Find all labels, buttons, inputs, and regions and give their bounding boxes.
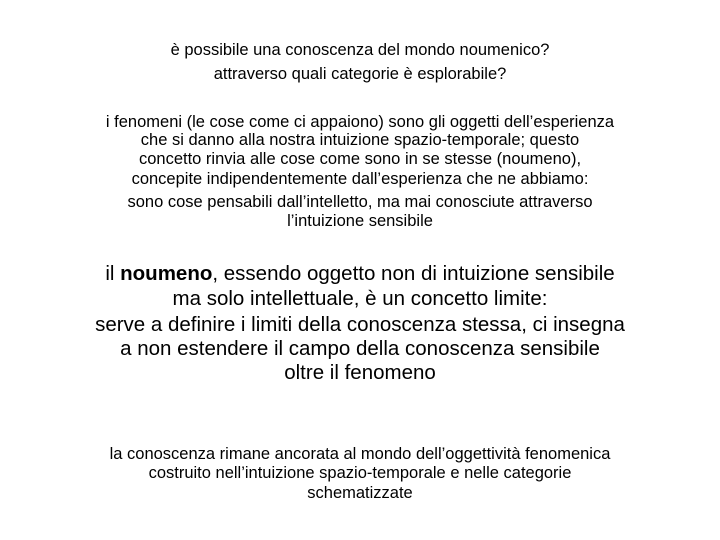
- paragraph1-line-3: concetto rinvia alle cose come sono in se stesse (noumeno),: [138, 150, 582, 168]
- paragraph1-line-4: concepite indipendentemente dall’esperienza che ne abbiamo:: [131, 170, 589, 188]
- question-line-2: attraverso quali categorie è esplorabile?: [213, 65, 507, 83]
- paragraph3-line-2: costruito nell’intuizione spazio-temporale e nelle categorie: [148, 464, 572, 482]
- paragraph1-line-2: che si danno alla nostra intuizione spazio-temporale; questo: [140, 131, 580, 149]
- paragraph1-line-5: sono cose pensabili dall’intelletto, ma mai conosciute attraverso: [127, 193, 593, 211]
- paragraph1-line-6: l’intuizione sensibile: [287, 212, 433, 230]
- paragraph2-line-1: [0, 262, 720, 285]
- paragraph3-line-3: schematizzate: [307, 484, 413, 502]
- paragraph1-line-1: i fenomeni (le cose come ci appaiono) sono gli oggetti dell’esperienza: [105, 113, 615, 131]
- question-line-1: è possibile una conoscenza del mondo noumenico?: [170, 41, 550, 59]
- paragraph2-prefix: il: [105, 262, 121, 285]
- paragraph2-line-4: a non estendere il campo della conoscenza sensibile: [120, 337, 600, 360]
- paragraph2-suffix: , essendo oggetto non di intuizione sensibile: [212, 262, 615, 285]
- paragraph3-line-1: la conoscenza rimane ancorata al mondo dell’oggettività fenomenica: [109, 445, 611, 463]
- paragraph2-line-5: oltre il fenomeno: [284, 361, 436, 384]
- paragraph2-line-3: serve a definire i limiti della conoscenza stessa, ci insegna: [95, 313, 625, 336]
- noumeno-term: noumeno: [120, 262, 213, 285]
- paragraph2-line-2: ma solo intellettuale, è un concetto limite:: [172, 287, 548, 310]
